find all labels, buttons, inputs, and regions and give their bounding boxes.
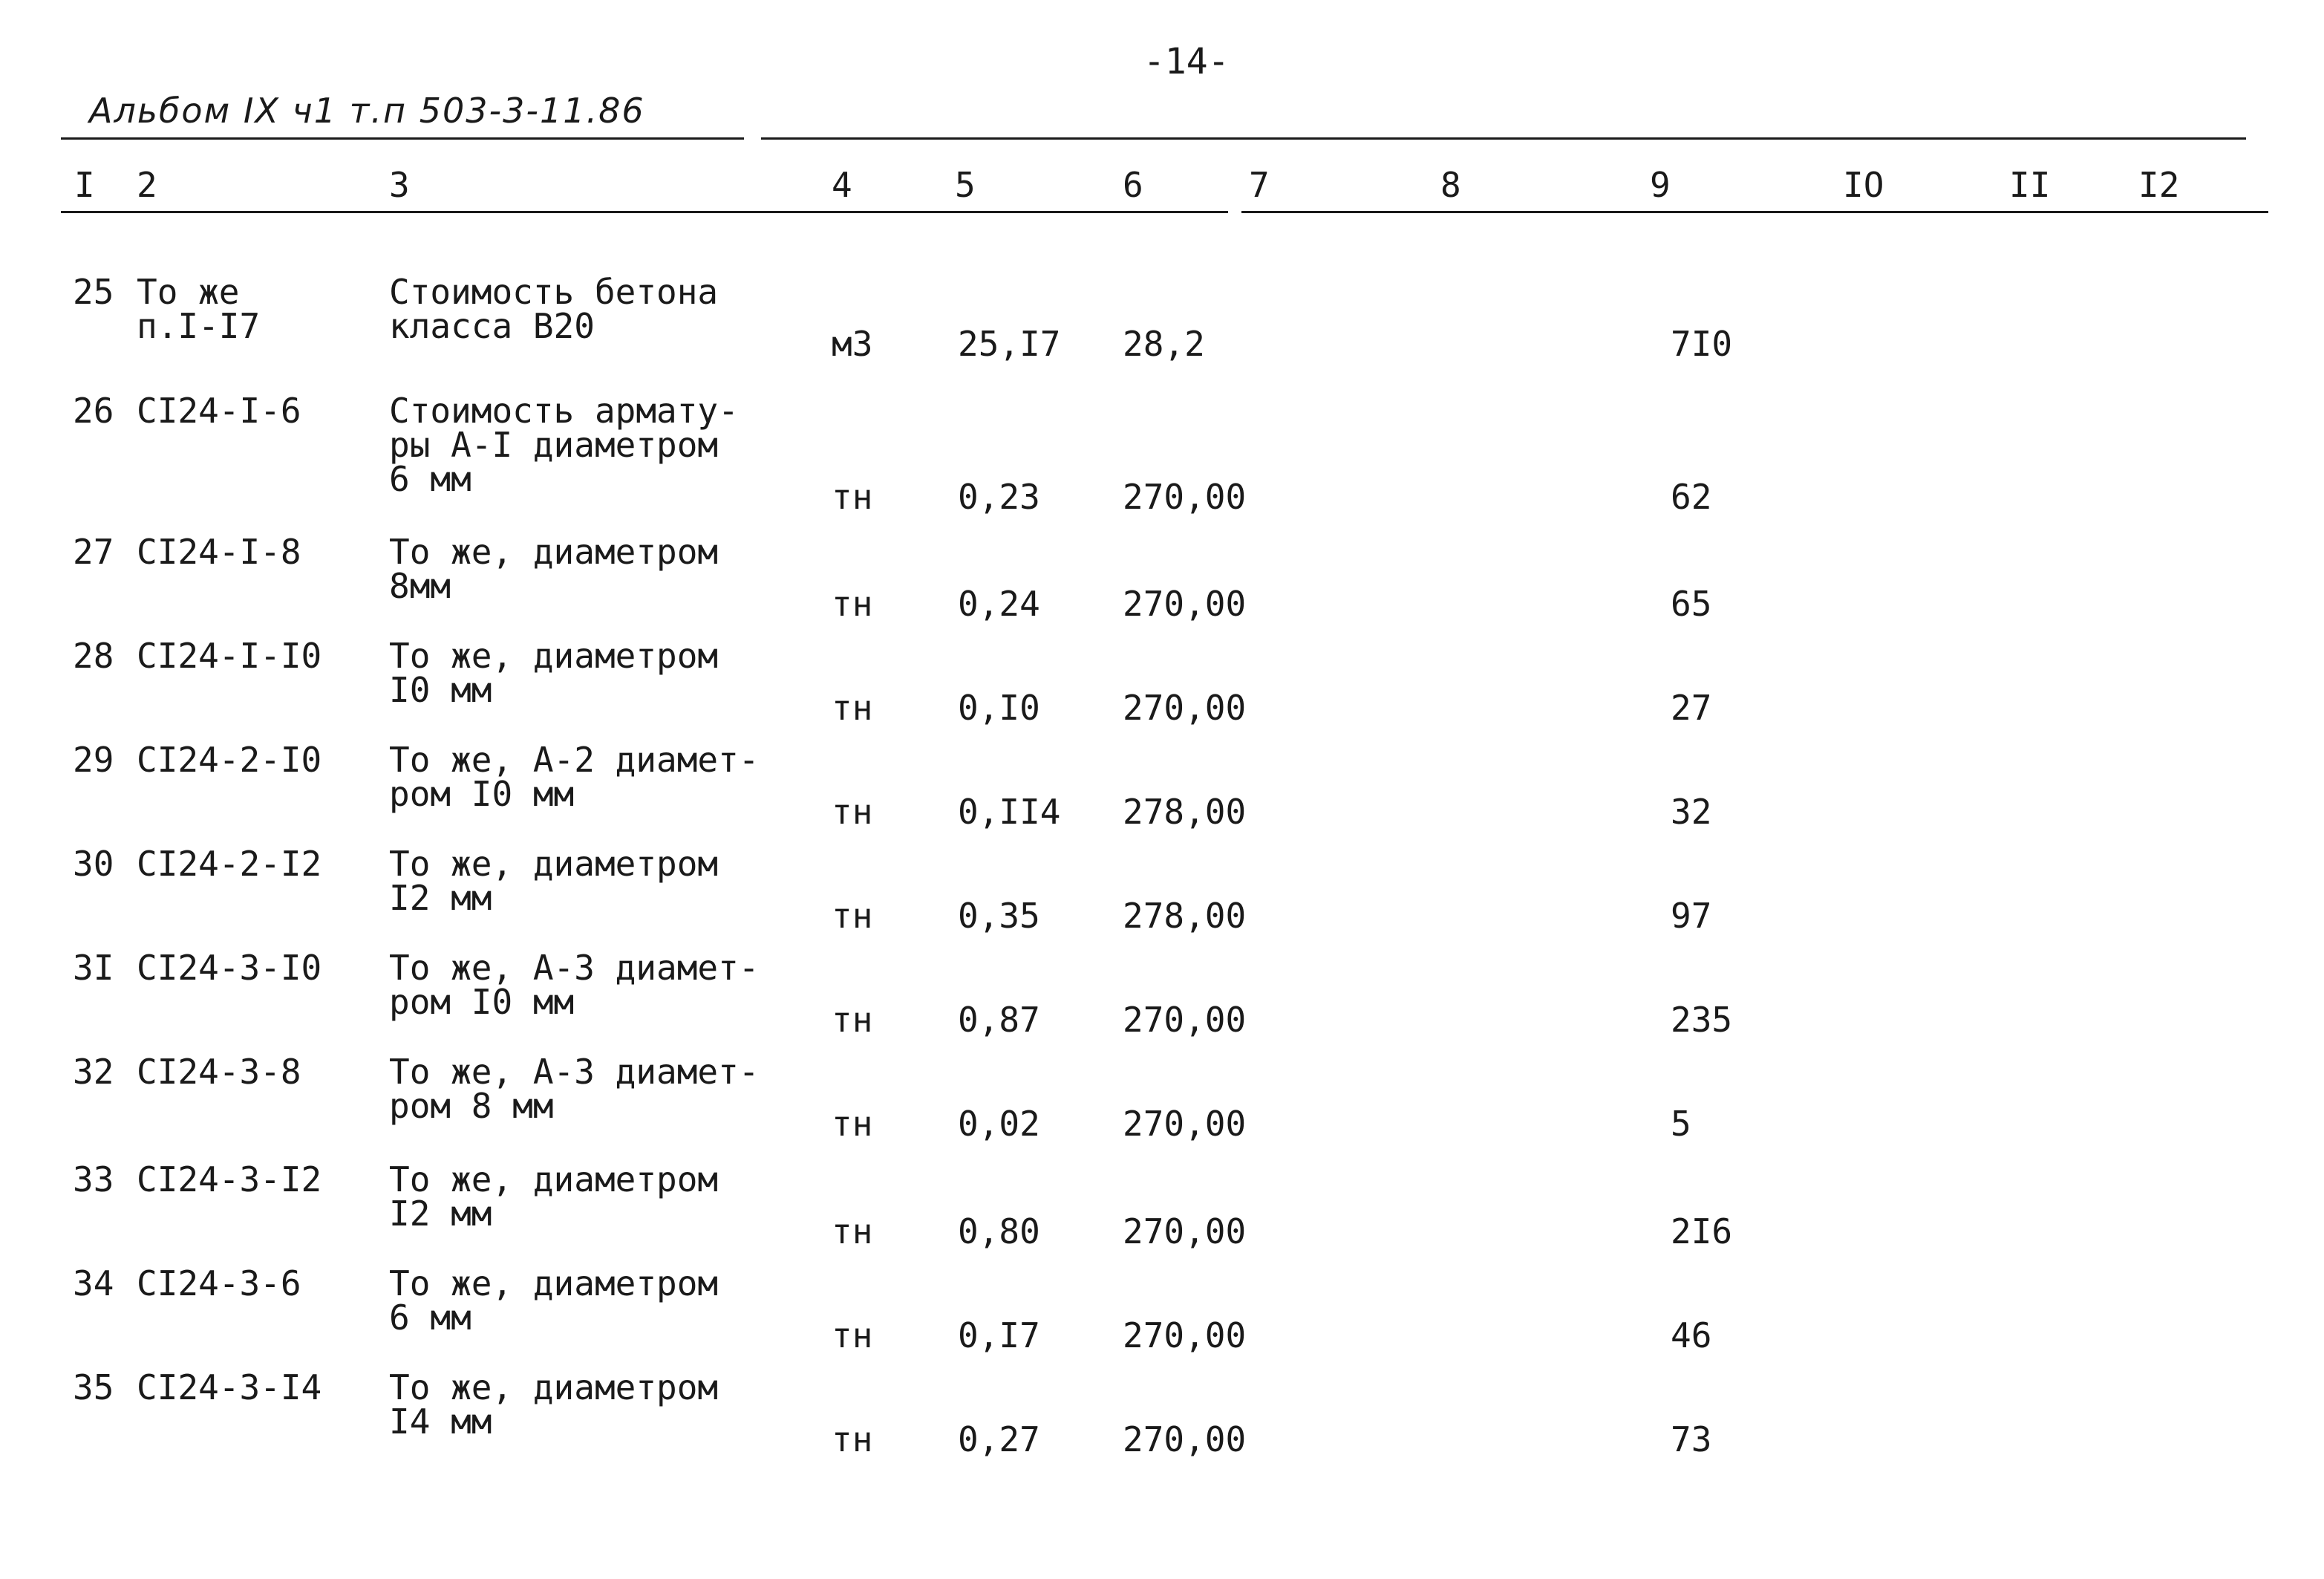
row-unit: тн <box>832 1104 873 1144</box>
row-number: 29 <box>73 740 114 780</box>
row-total: 46 <box>1671 1315 1712 1355</box>
row-description: То же, диаметром I2 мм <box>389 844 719 918</box>
row-unit-price: 270,00 <box>1123 477 1247 517</box>
row-quantity: 0,35 <box>958 896 1040 936</box>
row-quantity: 0,I0 <box>958 688 1040 728</box>
column-header: I2 <box>2138 165 2180 205</box>
row-unit: тн <box>832 477 873 517</box>
row-total: 62 <box>1671 477 1712 517</box>
column-header: 6 <box>1123 165 1143 205</box>
column-header: 2 <box>137 165 157 205</box>
row-total: 65 <box>1671 584 1712 624</box>
row-code: CI24-3-6 <box>137 1263 301 1303</box>
row-total: 2I6 <box>1671 1211 1733 1251</box>
row-number: 28 <box>73 636 114 676</box>
row-total: 97 <box>1671 896 1712 936</box>
row-description: Стоимость бетона класса В20 <box>389 272 719 346</box>
column-header: IO <box>1843 165 1884 205</box>
row-number: 32 <box>73 1052 114 1092</box>
row-code: CI24-I-6 <box>137 391 301 431</box>
header-top-rule-right <box>761 137 2246 140</box>
row-description: То же, диаметром 6 мм <box>389 1263 719 1338</box>
row-number: 33 <box>73 1159 114 1199</box>
row-number: 30 <box>73 844 114 884</box>
column-header: 4 <box>832 165 852 205</box>
column-header: 9 <box>1650 165 1671 205</box>
row-unit: м3 <box>832 324 873 364</box>
row-unit-price: 270,00 <box>1123 1000 1247 1040</box>
row-unit: тн <box>832 792 873 832</box>
row-code: CI24-3-8 <box>137 1052 301 1092</box>
column-header-rule-right <box>1241 211 2268 213</box>
row-code: CI24-2-I0 <box>137 740 322 780</box>
column-header: 5 <box>955 165 976 205</box>
row-unit-price: 278,00 <box>1123 792 1247 832</box>
row-code: CI24-3-I0 <box>137 948 322 988</box>
row-quantity: 25,I7 <box>958 324 1061 364</box>
row-unit: тн <box>832 896 873 936</box>
row-unit-price: 270,00 <box>1123 1315 1247 1355</box>
column-header: 3 <box>389 165 410 205</box>
row-unit: тн <box>832 584 873 624</box>
page-number: -14- <box>1143 41 1230 82</box>
column-header: 7 <box>1249 165 1270 205</box>
row-unit: тн <box>832 1419 873 1459</box>
row-description: То же, А-3 диамет- ром I0 мм <box>389 948 760 1022</box>
row-quantity: 0,24 <box>958 584 1040 624</box>
row-code: То же п.I-I7 <box>137 272 261 346</box>
row-quantity: 0,87 <box>958 1000 1040 1040</box>
row-quantity: 0,80 <box>958 1211 1040 1251</box>
column-header: 8 <box>1440 165 1461 205</box>
album-reference: Альбом IX ч1 т.п 503-3-11.86 <box>89 91 645 131</box>
row-unit-price: 270,00 <box>1123 1419 1247 1459</box>
row-unit-price: 270,00 <box>1123 1104 1247 1144</box>
row-quantity: 0,02 <box>958 1104 1040 1144</box>
row-description: То же, диаметром 8мм <box>389 532 719 606</box>
row-total: 5 <box>1671 1104 1691 1144</box>
row-unit: тн <box>832 1000 873 1040</box>
row-unit-price: 270,00 <box>1123 584 1247 624</box>
column-header: II <box>2009 165 2051 205</box>
column-header-rule <box>61 211 1228 213</box>
row-total: 32 <box>1671 792 1712 832</box>
row-description: То же, диаметром I4 мм <box>389 1367 719 1442</box>
row-code: CI24-3-I2 <box>137 1159 322 1199</box>
row-quantity: 0,I7 <box>958 1315 1040 1355</box>
row-total: 73 <box>1671 1419 1712 1459</box>
row-number: 25 <box>73 272 114 312</box>
row-code: CI24-I-8 <box>137 532 301 572</box>
row-number: 35 <box>73 1367 114 1407</box>
row-quantity: 0,II4 <box>958 792 1061 832</box>
row-description: Стоимость армату- ры А-I диаметром 6 мм <box>389 391 739 499</box>
row-unit-price: 28,2 <box>1123 324 1205 364</box>
row-total: 7I0 <box>1671 324 1733 364</box>
row-code: CI24-3-I4 <box>137 1367 322 1407</box>
row-description: То же, А-2 диамет- ром I0 мм <box>389 740 760 814</box>
row-number: 34 <box>73 1263 114 1303</box>
row-description: То же, А-3 диамет- ром 8 мм <box>389 1052 760 1126</box>
row-quantity: 0,23 <box>958 477 1040 517</box>
row-total: 27 <box>1671 688 1712 728</box>
row-description: То же, диаметром I0 мм <box>389 636 719 710</box>
row-number: 27 <box>73 532 114 572</box>
row-number: 26 <box>73 391 114 431</box>
column-header: I <box>74 165 95 205</box>
row-code: CI24-I-I0 <box>137 636 322 676</box>
row-unit: тн <box>832 688 873 728</box>
header-top-rule <box>61 137 744 140</box>
row-number: 3I <box>73 948 114 988</box>
row-quantity: 0,27 <box>958 1419 1040 1459</box>
row-total: 235 <box>1671 1000 1733 1040</box>
row-unit: тн <box>832 1211 873 1251</box>
row-description: То же, диаметром I2 мм <box>389 1159 719 1234</box>
row-unit-price: 270,00 <box>1123 1211 1247 1251</box>
row-unit: тн <box>832 1315 873 1355</box>
row-code: CI24-2-I2 <box>137 844 322 884</box>
row-unit-price: 278,00 <box>1123 896 1247 936</box>
row-unit-price: 270,00 <box>1123 688 1247 728</box>
